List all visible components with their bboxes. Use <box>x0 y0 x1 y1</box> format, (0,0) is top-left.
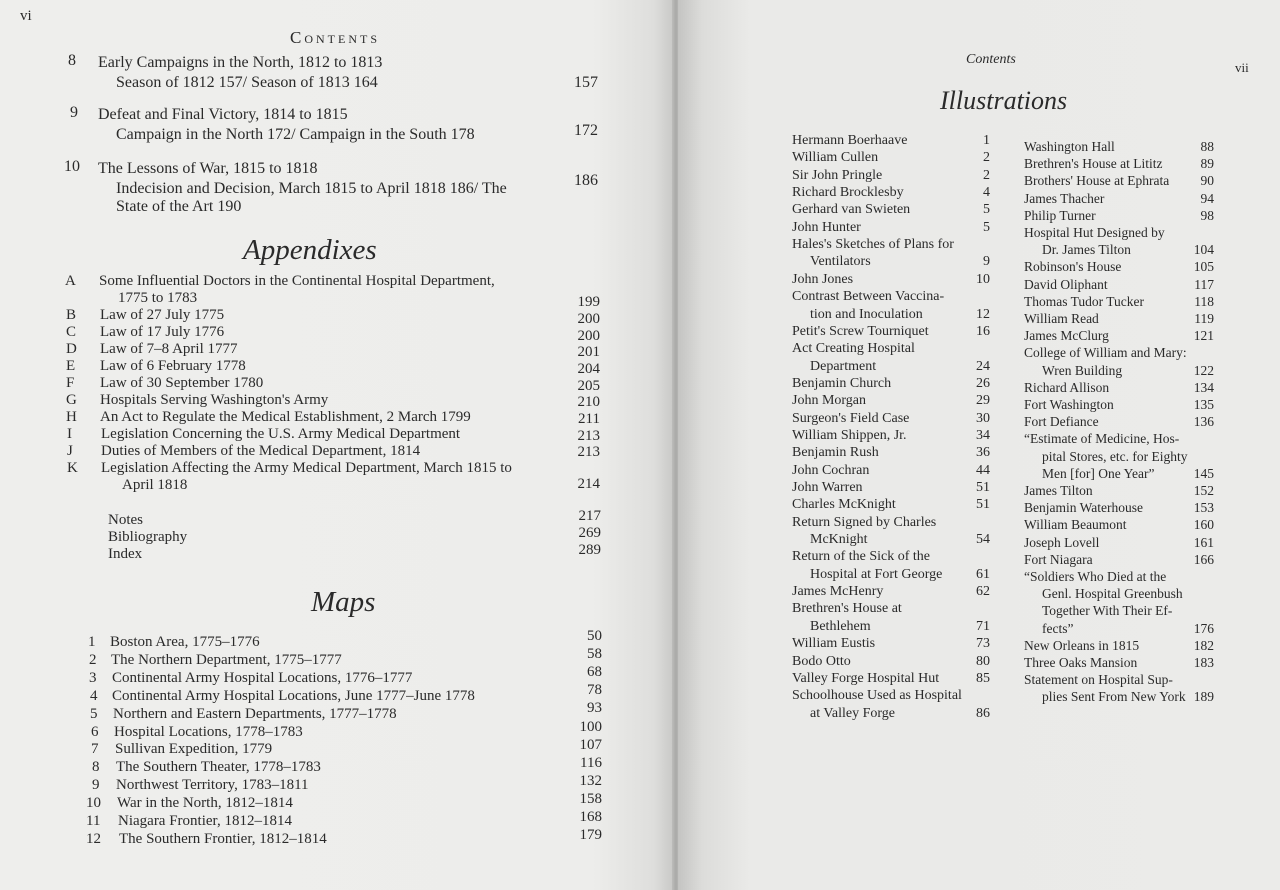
appendix-title: Some Influential Doctors in the Continental Hospital Department, <box>99 273 495 289</box>
illustration-title: Fort Niagara <box>1024 551 1093 567</box>
appendix-title: Duties of Members of the Medical Department, 1814 <box>101 443 421 459</box>
appendix-title: Law of 7–8 April 1777 <box>100 341 238 357</box>
illustration-page: 161 <box>1193 534 1214 550</box>
appendix-letter: G <box>66 392 77 408</box>
illustration-page: 176 <box>1193 620 1214 636</box>
chapter-title: The Lessons of War, 1815 to 1818 <box>98 160 318 177</box>
chapter-page: 186 <box>574 172 598 189</box>
map-number: 12 <box>86 830 101 847</box>
illustration-page: 134 <box>1193 379 1214 395</box>
illustration-title: John Cochran <box>792 462 870 478</box>
illustration-title: Thomas Tudor Tucker <box>1024 293 1145 309</box>
map-number: 8 <box>92 759 100 776</box>
illustration-title: Surgeon's Field Case <box>792 410 910 426</box>
appendix-title: Legislation Affecting the Army Medical Department, March 1815 to <box>101 460 512 476</box>
map-page: 50 <box>587 628 602 644</box>
illustration-title: James Thacher <box>1024 190 1105 206</box>
illustration-title-cont: tion and Inoculation <box>810 306 923 322</box>
illustration-title: James Tilton <box>1024 483 1093 498</box>
map-title: Sullivan Expedition, 1779 <box>115 741 273 758</box>
illustration-page: 118 <box>1194 293 1214 309</box>
map-title: The Southern Theater, 1778–1783 <box>116 759 321 776</box>
appendix-title-cont: April 1818 <box>122 477 188 493</box>
map-number: 11 <box>86 813 101 829</box>
illustration-title: Act Creating Hospital <box>792 341 915 357</box>
illustration-title: Brothers' House at Ephrata <box>1024 173 1170 189</box>
map-number: 7 <box>91 741 99 758</box>
map-page: 168 <box>579 809 602 825</box>
map-page: 58 <box>587 646 602 663</box>
illustration-title: Valley Forge Hospital Hut <box>792 670 940 686</box>
appendix-letter: B <box>66 307 77 323</box>
appendix-title: Legislation Concerning the U.S. Army Medical Department <box>101 426 461 442</box>
illustration-page: 90 <box>1200 173 1214 189</box>
illustration-page: 12 <box>976 306 990 322</box>
illustration-title: John Hunter <box>792 219 861 235</box>
appendix-letter: A <box>65 273 76 289</box>
right-folio: vii <box>1235 60 1249 75</box>
map-number: 9 <box>92 777 100 794</box>
back-matter-page: 217 <box>578 508 601 524</box>
illustration-page: 152 <box>1193 483 1214 498</box>
back-matter-page: 289 <box>578 542 601 558</box>
illustration-page: 117 <box>1194 276 1214 292</box>
map-page: 100 <box>579 718 602 735</box>
illustration-page: 182 <box>1193 637 1214 653</box>
illustration-page: 4 <box>983 185 990 201</box>
illustration-title: Sir John Pringle <box>792 167 883 183</box>
illustration-page: 153 <box>1193 500 1214 516</box>
appendix-title-cont: 1775 to 1783 <box>118 290 198 306</box>
appendix-page: 199 <box>577 294 600 310</box>
illustration-title: College of William and Mary: <box>1024 345 1187 361</box>
map-title: The Northern Department, 1775–1777 <box>111 651 342 668</box>
chapter-number: 8 <box>68 52 76 69</box>
appendix-letter: J <box>67 443 73 459</box>
appendix-page: 204 <box>577 361 600 377</box>
appendix-page: 211 <box>578 411 600 427</box>
illustration-title: Washington Hall <box>1024 139 1115 154</box>
appendix-page: 210 <box>577 394 600 410</box>
illustration-title: James McClurg <box>1024 328 1109 344</box>
map-number: 5 <box>90 705 98 722</box>
illustration-page: 29 <box>976 393 990 409</box>
chapter-subtitle-cont: State of the Art 190 <box>116 198 242 215</box>
illustration-page: 160 <box>1193 517 1214 533</box>
map-title: Northwest Territory, 1783–1811 <box>116 777 309 794</box>
illustration-title: Robinson's House <box>1024 259 1122 275</box>
back-matter-page: 269 <box>578 525 601 541</box>
appendix-title: Law of 30 September 1780 <box>100 375 264 391</box>
map-page: 116 <box>580 754 602 771</box>
appendix-page: 213 <box>577 428 600 444</box>
illustration-title: Joseph Lovell <box>1024 534 1100 550</box>
illustration-page: 5 <box>983 219 990 235</box>
appendix-title: Law of 6 February 1778 <box>100 358 246 374</box>
map-number: 4 <box>90 687 98 704</box>
illustration-page: 2 <box>983 150 990 166</box>
illustration-title: Gerhard van Swieten <box>792 202 911 218</box>
illustration-page: 26 <box>976 375 990 391</box>
illustration-page: 51 <box>976 480 990 495</box>
map-number: 10 <box>86 795 101 812</box>
illustration-page: 89 <box>1200 156 1214 172</box>
illustration-title: Benjamin Waterhouse <box>1024 500 1144 516</box>
map-page: 158 <box>579 790 602 807</box>
map-number: 2 <box>89 651 97 668</box>
back-matter-title: Bibliography <box>108 529 188 545</box>
map-number: 1 <box>88 634 96 650</box>
illustration-title: Bodo Otto <box>792 653 851 669</box>
appendix-page: 200 <box>577 328 600 344</box>
chapter-subtitle: Indecision and Decision, March 1815 to April 1818 186/ The <box>116 180 507 197</box>
map-title: Boston Area, 1775–1776 <box>110 634 260 650</box>
illustration-page: 122 <box>1193 362 1214 378</box>
illustration-title: David Oliphant <box>1024 276 1108 292</box>
illustration-page: 88 <box>1200 139 1214 154</box>
illustration-page: 104 <box>1193 242 1214 258</box>
illustration-page: 5 <box>983 202 990 218</box>
illustration-title-cont: Ventilators <box>810 254 871 270</box>
map-page: 132 <box>579 772 602 789</box>
map-title: Continental Army Hospital Locations, June 1777–June 1778 <box>112 687 475 704</box>
illustration-title: Return Signed by Charles <box>792 514 937 530</box>
illustration-title-cont: fects” <box>1042 620 1074 636</box>
illustration-page: 166 <box>1193 551 1214 567</box>
illustration-title: Benjamin Rush <box>792 445 879 461</box>
right-page <box>678 0 1280 890</box>
appendix-page: 205 <box>577 378 600 394</box>
back-matter-title: Notes <box>108 512 143 528</box>
illustration-page: 86 <box>976 705 990 721</box>
illustration-title: John Morgan <box>792 393 867 409</box>
illustration-title: John Warren <box>792 480 863 495</box>
illustration-page: 145 <box>1193 465 1214 481</box>
illustration-title-cont: Dr. James Tilton <box>1042 242 1131 258</box>
illustration-title: Hermann Boerhaave <box>792 133 908 148</box>
illustration-title: Contrast Between Vaccina- <box>792 289 945 305</box>
maps-heading: Maps <box>311 586 376 618</box>
illustration-page: 94 <box>1200 190 1214 206</box>
map-number: 6 <box>91 723 99 740</box>
illustration-title: Three Oaks Mansion <box>1024 655 1138 670</box>
illustration-page: 54 <box>976 532 990 548</box>
map-page: 78 <box>587 682 602 699</box>
illustration-title: Petit's Screw Tourniquet <box>792 323 929 339</box>
illustration-title: “Soldiers Who Died at the <box>1024 569 1167 584</box>
illustration-title: Statement on Hospital Sup- <box>1024 672 1173 688</box>
illustration-title: William Beaumont <box>1024 517 1127 533</box>
illustration-page: 189 <box>1193 689 1214 705</box>
illustration-page: 16 <box>976 323 990 339</box>
illustration-title-cont: pital Stores, etc. for Eighty <box>1042 448 1188 464</box>
illustration-page: 51 <box>976 497 990 513</box>
map-title: Continental Army Hospital Locations, 1776–1777 <box>112 669 413 686</box>
illustration-title-cont: Hospital at Fort George <box>810 566 943 582</box>
illustration-title-cont: Together With Their Ef- <box>1042 603 1173 619</box>
illustration-title: “Estimate of Medicine, Hos- <box>1024 431 1180 447</box>
chapter-title: Defeat and Final Victory, 1814 to 1815 <box>98 106 348 123</box>
map-title: Niagara Frontier, 1812–1814 <box>118 813 292 829</box>
illustration-page: 44 <box>976 462 990 478</box>
illustration-title: James McHenry <box>792 584 884 600</box>
illustration-page: 71 <box>976 618 990 634</box>
chapter-subtitle: Season of 1812 157/ Season of 1813 164 <box>116 74 378 91</box>
appendix-page: 213 <box>577 444 600 460</box>
illustration-title-cont: Wren Building <box>1042 362 1123 378</box>
chapter-title: Early Campaigns in the North, 1812 to 1813 <box>98 54 383 71</box>
illustration-title: Schoolhouse Used as Hospital <box>792 688 962 704</box>
illustration-page: 98 <box>1200 207 1214 223</box>
illustration-title: Benjamin Church <box>792 375 892 391</box>
illustration-page: 34 <box>976 427 990 443</box>
illustration-page: 2 <box>983 167 990 183</box>
map-page: 68 <box>587 664 602 681</box>
illustration-title: Brethren's House at Lititz <box>1024 156 1163 172</box>
illustration-title: Fort Washington <box>1024 397 1114 412</box>
left-running-head: Contents <box>290 28 381 47</box>
illustration-title: John Jones <box>792 271 854 287</box>
map-title: Northern and Eastern Departments, 1777–1778 <box>113 705 397 722</box>
appendix-title: Hospitals Serving Washington's Army <box>100 392 329 408</box>
illustration-title: Richard Allison <box>1024 379 1110 395</box>
appendix-letter: I <box>67 426 72 442</box>
illustration-page: 135 <box>1193 397 1214 412</box>
appendix-page: 201 <box>577 344 600 360</box>
illustration-title: Hospital Hut Designed by <box>1024 225 1165 240</box>
appendix-page: 214 <box>577 476 600 492</box>
chapter-number: 10 <box>64 158 80 175</box>
illustration-page: 73 <box>976 636 990 652</box>
illustration-title-cont: at Valley Forge <box>810 705 896 721</box>
appendix-letter: K <box>67 460 78 476</box>
illustration-page: 119 <box>1194 311 1214 326</box>
illustration-page: 24 <box>976 358 990 374</box>
map-title: Hospital Locations, 1778–1783 <box>114 723 303 740</box>
illustration-title: Richard Brocklesby <box>792 185 904 201</box>
illustrations-heading: Illustrations <box>940 86 1068 115</box>
illustration-title-cont: plies Sent From New York <box>1042 689 1186 705</box>
illustration-page: 121 <box>1193 328 1214 344</box>
illustration-title: Return of the Sick of the <box>792 549 931 565</box>
illustration-title: Fort Defiance <box>1024 414 1099 430</box>
illustration-page: 9 <box>983 254 990 270</box>
left-folio: vi <box>20 8 32 24</box>
illustration-page: 30 <box>976 410 990 426</box>
illustration-page: 80 <box>976 653 990 669</box>
illustration-page: 105 <box>1193 259 1214 275</box>
illustration-title-cont: Men [for] One Year” <box>1042 465 1155 481</box>
map-number: 3 <box>89 669 97 686</box>
map-title: The Southern Frontier, 1812–1814 <box>119 830 327 847</box>
appendix-title: Law of 27 July 1775 <box>100 307 225 323</box>
illustration-page: 85 <box>976 670 990 686</box>
appendix-letter: H <box>66 409 77 425</box>
map-page: 93 <box>587 700 602 717</box>
appendix-page: 200 <box>577 311 600 327</box>
illustration-page: 62 <box>976 584 990 600</box>
map-title: War in the North, 1812–1814 <box>117 795 293 812</box>
illustration-title: William Cullen <box>792 150 879 166</box>
illustration-title: Hales's Sketches of Plans for <box>792 237 954 253</box>
appendixes-heading: Appendixes <box>243 234 377 266</box>
illustration-title-cont: Genl. Hospital Greenbush <box>1042 586 1183 602</box>
appendix-letter: F <box>66 375 75 391</box>
illustration-title: William Read <box>1024 311 1099 326</box>
back-matter-title: Index <box>108 546 143 562</box>
illustration-page: 1 <box>983 133 990 148</box>
map-page: 179 <box>579 827 602 844</box>
illustration-title-cont: Department <box>810 358 877 374</box>
illustration-title-cont: McKnight <box>810 532 868 548</box>
illustration-page: 10 <box>976 271 990 287</box>
chapter-number: 9 <box>70 104 78 121</box>
appendix-title: An Act to Regulate the Medical Establishment, 2 March 1799 <box>100 409 471 425</box>
appendix-letter: E <box>66 358 76 374</box>
appendix-letter: D <box>66 341 77 357</box>
map-page: 107 <box>579 736 602 753</box>
illustration-page: 136 <box>1193 414 1214 430</box>
right-running-head: Contents <box>966 52 1016 67</box>
chapter-page: 157 <box>574 74 598 91</box>
illustration-title-cont: Bethlehem <box>810 618 871 634</box>
illustration-title: New Orleans in 1815 <box>1024 637 1140 653</box>
chapter-subtitle: Campaign in the North 172/ Campaign in the South 178 <box>116 126 475 143</box>
appendix-title: Law of 17 July 1776 <box>100 324 225 340</box>
illustration-page: 61 <box>976 566 990 582</box>
illustration-title: William Shippen, Jr. <box>792 427 907 443</box>
appendix-letter: C <box>66 324 77 340</box>
illustration-title: Philip Turner <box>1024 207 1096 223</box>
illustration-title: Brethren's House at <box>792 601 902 617</box>
illustration-title: Charles McKnight <box>792 497 896 513</box>
illustration-title: William Eustis <box>792 636 876 652</box>
illustration-page: 36 <box>976 445 990 461</box>
illustration-page: 183 <box>1193 655 1214 670</box>
chapter-page: 172 <box>574 122 598 139</box>
